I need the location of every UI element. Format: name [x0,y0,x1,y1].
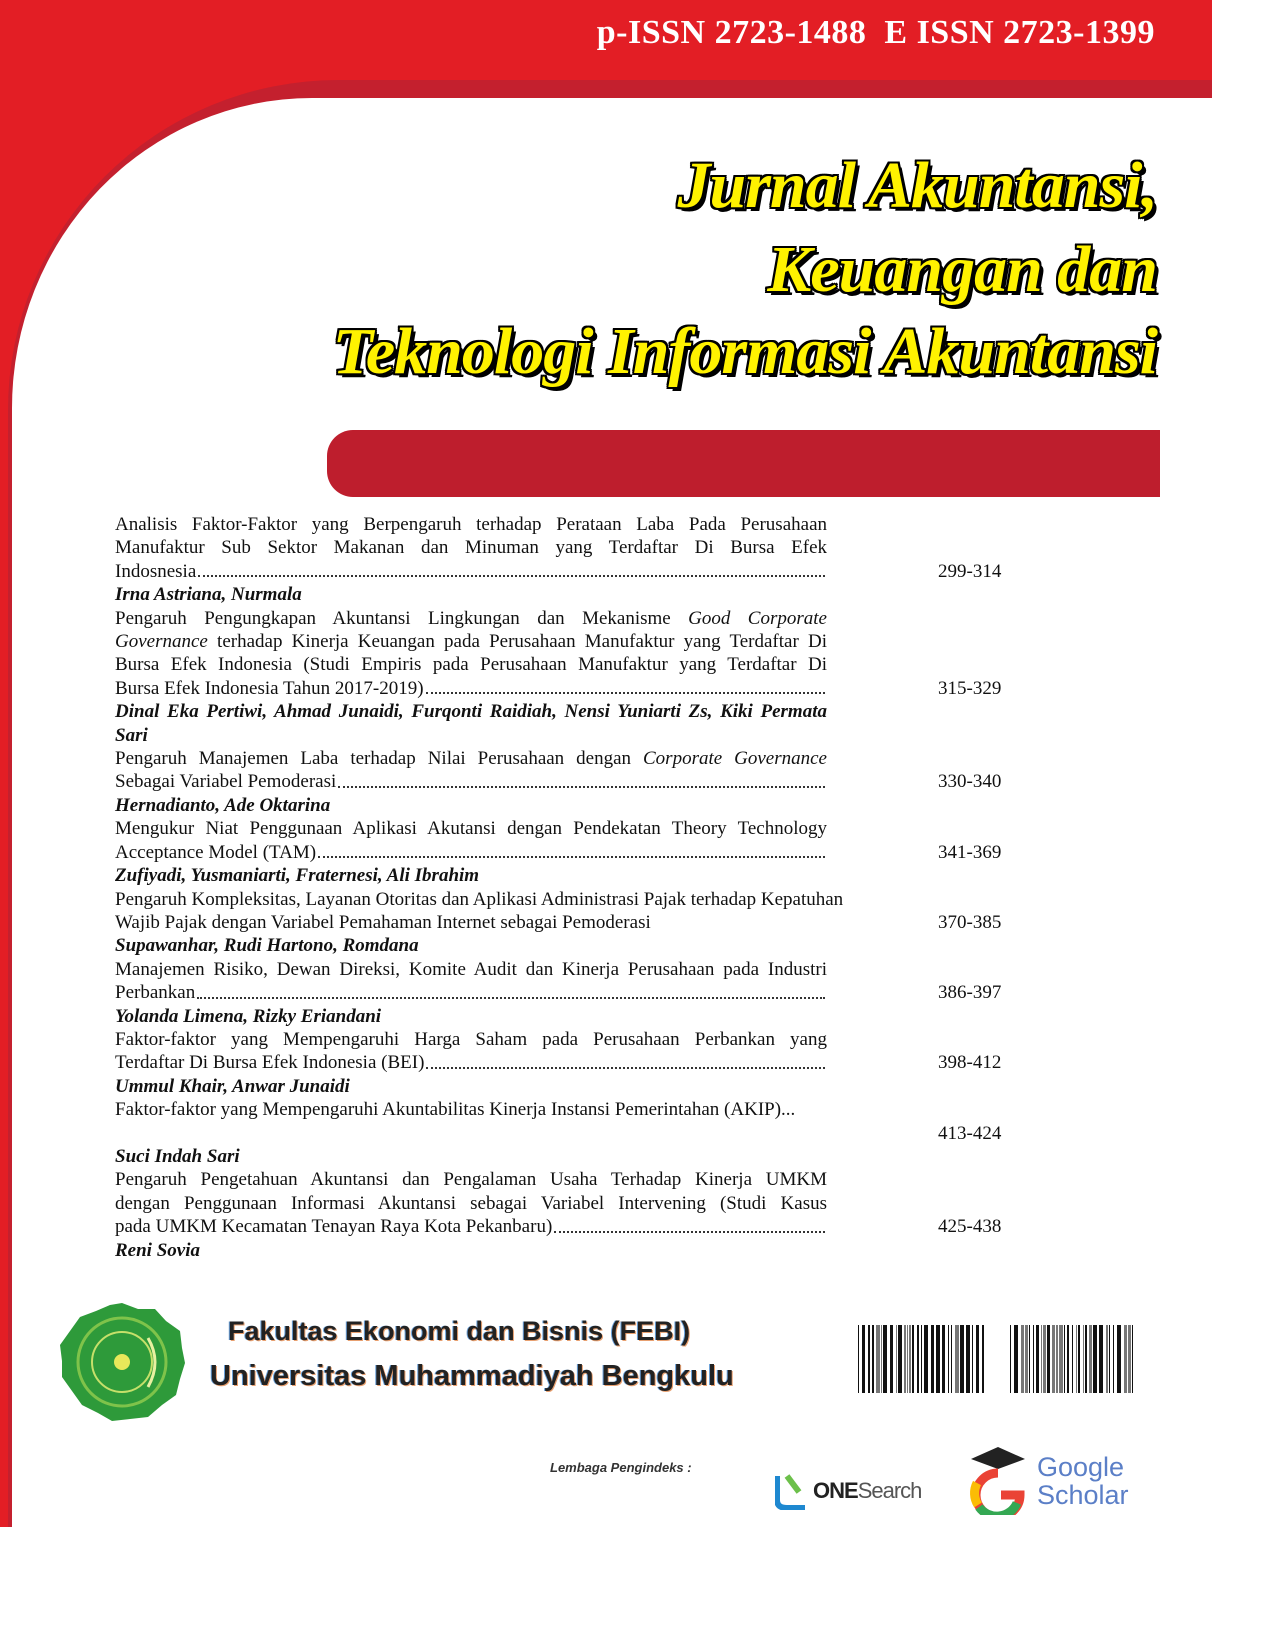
barcode-bar [1056,1325,1058,1393]
barcode-bar [907,1325,908,1393]
article-title-text: Pengaruh Pengetahuan Akuntansi dan Pengalaman Usaha Terhadap Kinerja UMKM [115,1169,827,1191]
article-title-text: Analisis Faktor-Faktor yang Berpengaruh terhadap Perataan Laba Pada Perusahaan [115,514,827,535]
article-title-line [115,817,827,840]
article-title-text: Pengaruh Manajemen Laba terhadap Nilai Perusahaan dengan [115,748,643,770]
page-range: 425-438 [938,1216,1002,1238]
barcode-bar [917,1325,919,1393]
article-title-line [115,653,827,676]
barcode-pissn [858,1325,986,1400]
article-title-line [115,630,827,653]
article-title-text: Perbankan [115,982,196,1004]
barcode-bar [881,1325,882,1393]
article-authors: Ummul Khair, Anwar Junaidi [115,1075,350,1097]
barcode-bar [921,1325,922,1393]
barcode-bar [868,1325,870,1393]
barcode-bar [1064,1325,1065,1393]
dot-leader [198,560,825,577]
university-seal-logo [60,1303,185,1421]
barcode-bar [976,1325,979,1393]
dot-leader [318,841,825,858]
article-title-line [115,958,827,981]
article-authors: Dinal Eka Pertiwi, Ahmad Junaidi, Furqonti Raidiah, Nensi Yuniarti Zs, Kiki Permata Sari [115,701,827,746]
barcode-bar [904,1325,906,1393]
barcode-bar [936,1325,940,1393]
google-scholar-logo [965,1445,1160,1515]
red-banner [327,430,1160,497]
barcode-eissn [1010,1325,1143,1400]
barcode-bar [924,1325,928,1393]
barcode-bar [1041,1325,1042,1393]
barcode-bar [883,1325,887,1393]
barcode-bar [909,1325,911,1393]
onesearch-logo [775,1470,947,1510]
journal-title-line-2: Keuangan dan [767,233,1157,306]
barcode-bar [1036,1325,1039,1393]
article-authors: Irna Astriana, Nurmala [115,584,302,606]
page-range: 315-329 [938,677,1002,699]
barcode-bar [1033,1325,1034,1393]
barcode-bar [1025,1325,1028,1393]
journal-title-line-1: Jurnal Akuntansi, [677,149,1157,222]
article-title-text: Sebagai Variabel Pemoderasi [115,771,337,793]
barcode-bar [1014,1325,1018,1393]
faculty-name: Fakultas Ekonomi dan Bisnis (FEBI) [228,1316,691,1346]
barcode-bar [1128,1325,1131,1393]
article-title-line [115,677,1002,700]
barcode-bar [960,1325,964,1393]
article-title-text: Mengukur Niat Penggunaan Aplikasi Akutansi dengan Pendekatan Theory Technology [115,818,827,840]
barcode-bar [1099,1325,1103,1393]
barcode-bar [1117,1325,1121,1393]
toc-entry [115,1028,1015,1098]
issn-numbers: p-ISSN 2723-1488 E ISSN 2723-1399 [596,14,1155,51]
google-scholar-icon [965,1445,1031,1515]
onesearch-search: Search [857,1478,922,1503]
article-title-line [115,1168,827,1191]
barcode-bar [972,1325,973,1393]
article-title-line [115,841,1002,864]
article-title-text: Manajemen Risiko, Dewan Direksi, Komite Audit dan Kinerja Perusahaan pada Industri [115,958,827,980]
barcode-bar [951,1325,952,1393]
toc-entry [115,747,1015,817]
barcode-bar [1076,1325,1077,1393]
barcode-bar [872,1325,874,1393]
barcode-bar [1052,1325,1055,1393]
barcode-bar [942,1325,945,1393]
barcode-bar [1132,1325,1133,1393]
article-title-line [115,1215,1002,1238]
barcode-bar [1059,1325,1063,1393]
article-title-text: Faktor-faktor yang Mempengaruhi Akuntabilitas Kinerja Instansi Pemerintahan (AKIP)... [115,1099,796,1121]
barcode-bar [1029,1325,1030,1393]
article-title-text: Faktor-faktor yang Mempengaruhi Harga Saham pada Perusahaan Perbankan yang [115,1028,827,1050]
toc-entry [115,958,1015,1028]
article-title-text: Acceptance Model (TAM) [115,841,317,863]
barcode-bar [1124,1325,1127,1393]
barcode-bar [982,1325,984,1393]
article-title-line [115,513,827,536]
barcode-bar [1085,1325,1087,1393]
dot-leader [197,981,825,998]
barcode-bar [1106,1325,1108,1393]
article-title-text: Corporate Governance [643,748,827,770]
barcode-bar [1067,1325,1069,1393]
article-title-text: Indosnesia [115,560,197,582]
article-title-text: dengan Penggunaan Informasi Akuntansi sebagai Variabel Intervening (Studi Kasus [115,1192,827,1214]
article-authors: Supawanhar, Rudi Hartono, Romdana [115,935,419,957]
page-range: 370-385 [938,911,1002,933]
barcode-bar [1109,1325,1110,1393]
university-name: Universitas Muhammadiyah Bengkulu [210,1360,734,1392]
barcode-bar [876,1325,880,1393]
article-title-text: Pengaruh Pengungkapan Akuntansi Lingkungan dan Mekanisme [115,607,689,629]
article-title-text: Bursa Efek Indonesia (Studi Empiris pada Perusahaan Manufaktur yang Terdaftar Di [115,654,827,676]
barcode-bar [931,1325,934,1393]
article-title-line [115,1192,827,1215]
toc-entry [115,607,1015,747]
toc-entry [115,1098,1015,1168]
dot-leader [554,1215,825,1232]
barcode-bar [1089,1325,1092,1393]
barcode-bar [1072,1325,1073,1393]
article-authors: Hernadianto, Ade Oktarina [115,794,331,816]
article-title-line [115,1051,1002,1074]
barcode-bar [966,1325,970,1393]
page-range: 398-412 [938,1052,1002,1074]
article-authors: Reni Sovia [115,1239,200,1261]
article-title-text: terhadap Kinerja Keuangan pada Perusahaan Manufaktur yang Terdaftar Di [207,631,827,653]
barcode-bar [1021,1325,1024,1393]
article-title-line [115,911,1015,934]
toc-entry [115,888,1015,958]
dot-leader [338,770,825,787]
barcode-bar [896,1325,897,1393]
page-range: 413-424 [938,1122,1002,1144]
article-authors: Yolanda Limena, Rizky Eriandani [115,1005,382,1027]
barcode-bar [1093,1325,1097,1393]
page-range: 386-397 [938,982,1002,1004]
article-title-text: Pengaruh Kompleksitas, Layanan Otoritas dan Aplikasi Administrasi Pajak terhadap Kepatuhan [115,888,844,910]
article-title-line [115,1098,1015,1144]
page-range: 299-314 [938,560,1002,582]
dot-leader [426,1051,825,1068]
onesearch-one: ONE [813,1478,858,1503]
article-title-line [115,1028,827,1051]
article-title-text: Good Corporate [688,607,827,629]
barcode-bar [948,1325,949,1393]
article-title-text: pada UMKM Kecamatan Tenayan Raya Kota Pekanbaru) [115,1216,553,1238]
article-authors: Suci Indah Sari [115,1145,240,1167]
indexer-label: Lembaga Pengindeks : [550,1460,692,1475]
google-scholar-scholar: Scholar [1037,1480,1129,1510]
barcode-bar [912,1325,914,1393]
onesearch-icon [775,1470,811,1510]
article-title-text: Bursa Efek Indonesia Tahun 2017-2019) [115,677,424,699]
barcode-bar [890,1325,893,1393]
article-title-text: Terdaftar Di Bursa Efek Indonesia (BEI) [115,1052,425,1074]
article-title-line [115,981,1002,1004]
barcode-bar [1047,1325,1050,1393]
article-title-text: Manufaktur Sub Sektor Makanan dan Minuman yang Terdaftar Di Bursa Efek [115,537,827,559]
article-title-text: Governance [115,631,208,653]
google-scholar-google: Google [1037,1452,1125,1482]
table-of-contents [115,513,1015,1262]
dot-leader [426,677,825,694]
toc-entry [115,817,1015,887]
barcode-bar [1083,1325,1084,1393]
article-title-line [115,560,1002,583]
toc-entry [115,513,1015,607]
toc-entry [115,1168,1015,1262]
barcode-bar [898,1325,902,1393]
barcode-bar [1043,1325,1046,1393]
article-title-text: Wajib Pajak dengan Variabel Pemahaman Internet sebagai Pemoderasi [115,911,651,933]
article-title-line [115,747,827,770]
barcode-bar [1078,1325,1080,1393]
barcode-bar [862,1325,865,1393]
article-title-line [115,536,827,559]
barcode-bar [1113,1325,1114,1393]
journal-title-line-3: Teknologi Informasi Akuntansi [332,315,1157,388]
barcode-bar [955,1325,959,1393]
page-range: 341-369 [938,841,1002,863]
barcode-bar [858,1325,859,1393]
barcode-bar [1010,1325,1011,1393]
article-title-line [115,888,1015,911]
article-title-line [115,607,827,630]
article-title-line [115,770,1002,793]
article-authors: Zufiyadi, Yusmaniarti, Fraternesi, Ali Ibrahim [115,865,480,887]
page-range: 330-340 [938,771,1002,793]
